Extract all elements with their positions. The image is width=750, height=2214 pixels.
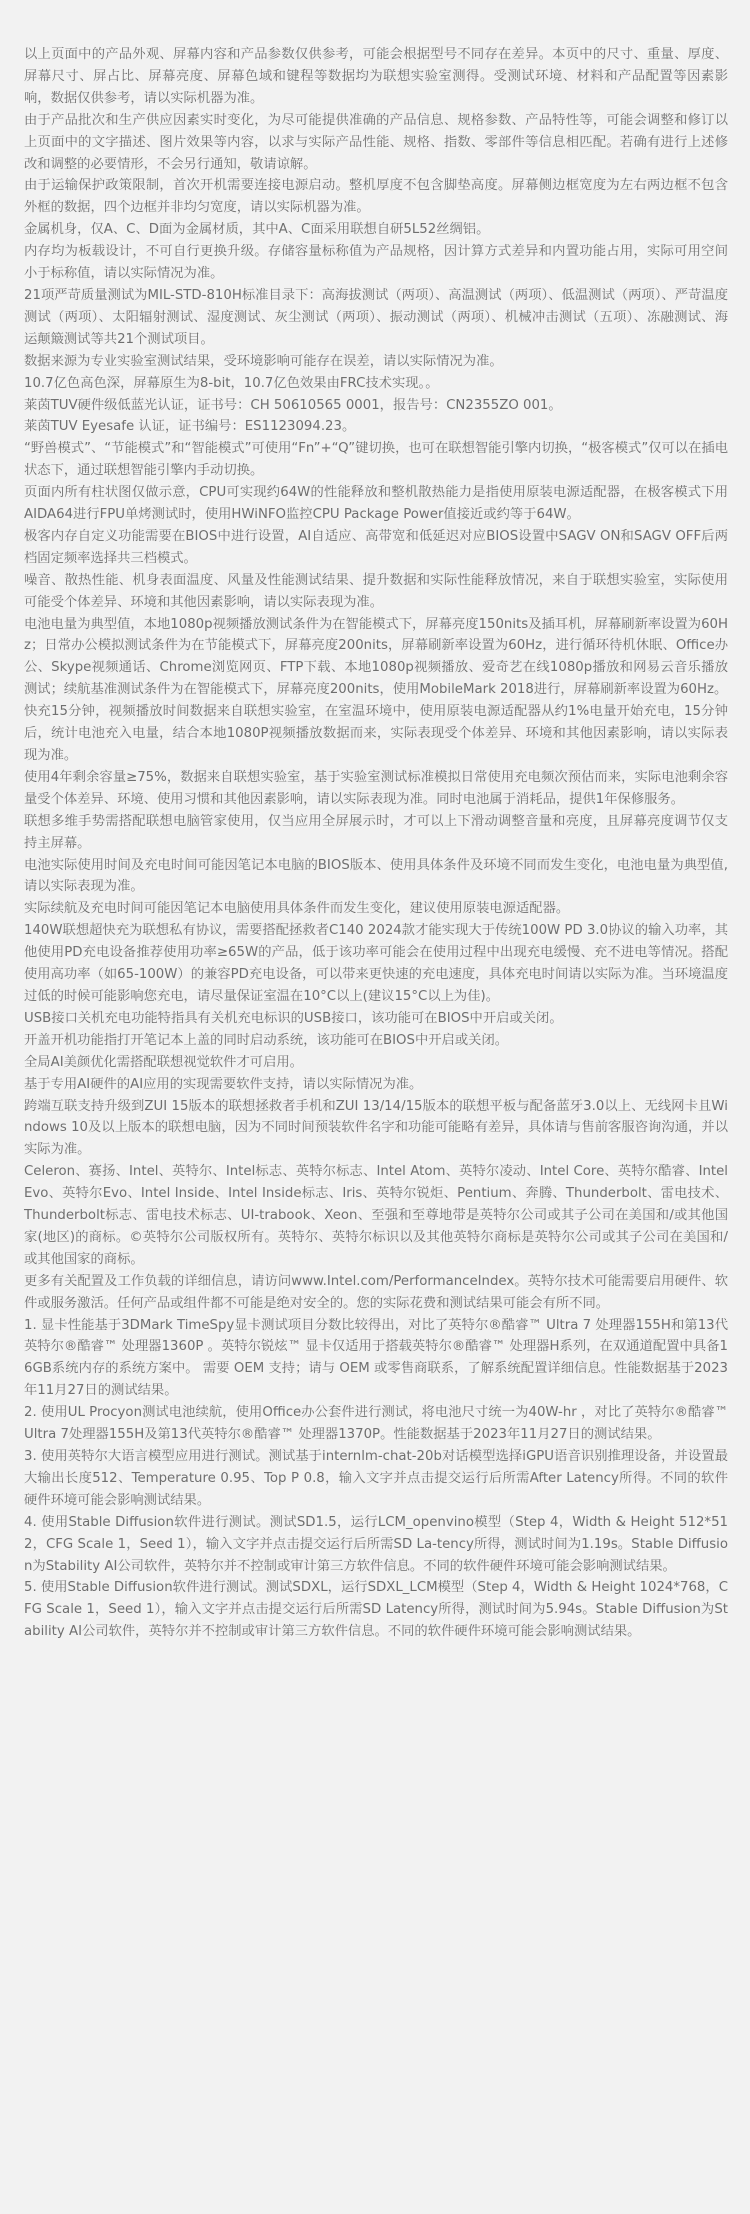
disclaimer-paragraph-gestures: 联想多维手势需搭配联想电脑管家使用，仅当应用全屏展示时，才可以上下滑动调整音量和亮度，且屏幕亮度调节仅支持主屏幕。 (24, 813, 728, 851)
disclaimer-paragraph-metal-body: 金属机身，仅A、C、D面为金属材质，其中A、C面采用联想自研5L52丝绸铝。 (24, 222, 490, 238)
disclaimer-paragraph-cross-device: 跨端互联支持升级到ZUI 15版本的联想拯救者手机和ZUI 13/14/15版本的联想平板与配备蓝牙3.0以上、无线网卡且Windows 10及以上版本的联想电脑，因为不同时间预装软件名字和功能可能略有差异，具体请与售前客服咨询沟通，并以实际为准。 (24, 1098, 728, 1158)
disclaimer-paragraph-charging-time: 实际续航及充电时间可能因笔记本电脑使用具体条件而发生变化，建议使用原装电源适配器。 (24, 901, 570, 917)
disclaimer-paragraph-fast-charge: 快充15分钟，视频播放时间数据来自联想实验室，在室温环境中，使用原装电源适配器从约1%电量开始充电，15分钟后，统计电池充入电量，结合本地1080P视频播放数据而来，实际表现受个体差异、环境和其他因素影响，请以实际表现为准。 (24, 704, 728, 763)
disclaimer-paragraph-tuv-eyesafe: 莱茵TUV Eyesafe 认证，证书编号：ES1123094.23。 (24, 419, 356, 435)
disclaimer-text-block (24, 44, 728, 1643)
disclaimer-paragraph-memory: 内存均为板载设计，不可自行更换升级。存储容量标称值为产品规格，因计算方式差异和内置功能占用，实际可用空间小于标称值，请以实际情况为准。 (24, 244, 728, 282)
disclaimer-paragraph-ai-beauty: 全局AI美颜优化需搭配联想视觉软件才可启用。 (24, 1054, 303, 1070)
disclaimer-paragraph-quality-tests: 21项严苛质量测试为MIL-STD-810H标准目录下：高海拔测试（两项）、高温测试（两项）、低温测试（两项）、严苛温度测试（两项）、太阳辐射测试、湿度测试、灰尘测试（两项）、振动测试（两项）、机械冲击测试（五项）、冻融测试、海运颠簸测试等共21个测试项目。 (24, 287, 728, 347)
disclaimer-paragraph-noise-thermal: 噪音、散热性能、机身表面温度、风量及性能测试结果、提升数据和实际性能释放情况，来自于联想实验室，实际使用可能受个体差异、环境和其他因素影响，请以实际表现为准。 (24, 572, 728, 610)
disclaimer-footnote-5: 5. 使用Stable Diffusion软件进行测试。测试SDXL，运行SDXL_LCM模型（Step 4，Width & Height 1024*768，CFG Scale 1，Seed 1），输入文字并点击提交运行后所需SD Latency所得，测试时间为5.94s。Stable Diffusion为Stability AI公司软件，英特尔并不控制或审计第三方软件信息。不同的软件硬件环境可能会影响测试结果。 (24, 1580, 728, 1640)
disclaimer-footnote-1: 1. 显卡性能基于3DMark TimeSpy显卡测试项目分数比较得出，对比了英特尔®酷睿™ Ultra 7 处理器155H和第13代英特尔®酷睿™ 处理器1360P 。英特尔锐炫™ 显卡仅适用于搭载英特尔®酷睿™ 处理器H系列，在双通道配置中具备16GB系统内存的系统方案中。 需要 OEM 支持；请与 OEM 或零售商联系，了解系统配置详细信息。性能数据基于2023年11月27日的测试结果。 (24, 1317, 728, 1399)
disclaimer-paragraph-usb-charge: USB接口关机充电功能特指具有关机充电标识的USB接口，该功能可在BIOS中开启或关闭。 (24, 1010, 563, 1026)
disclaimer-footnote-4: 4. 使用Stable Diffusion软件进行测试。测试SD1.5，运行LCM_openvino模型（Step 4，Width & Height 512*512，CFG Scale 1，Seed 1），输入文字并点击提交运行后所需SD La-tency所得，测试时间为1.19s。Stable Diffusion为Stability AI公司软件，英特尔并不控制或审计第三方软件信息。不同的软件硬件环境可能会影响测试结果。 (24, 1514, 728, 1574)
disclaimer-paragraph-content-changes: 由于产品批次和生产供应因素实时变化，为尽可能提供准确的产品信息、规格参数、产品特性等，可能会调整和修订以上页面中的文字描述、图片效果等内容，以求与实际产品性能、规格、指数、零部件等信息相匹配。若确有进行上述修改和调整的必要情形，不会另行通知，敬请谅解。 (24, 112, 728, 172)
disclaimer-paragraph-color-depth: 10.7亿色高色深，屏幕原生为8-bit，10.7亿色效果由FRC技术实现。。 (24, 375, 439, 391)
disclaimer-paragraph-ai-hardware: 基于专用AI硬件的AI应用的实现需要软件支持，请以实际情况为准。 (24, 1076, 423, 1092)
disclaimer-paragraph-tuv-lowblue: 莱茵TUV硬件级低蓝光认证，证书号：CH 50610565 0001，报告号：CN2355ZO 001。 (24, 397, 562, 413)
disclaimer-footnote-2: 2. 使用UL Procyon测试电池续航，使用Office办公套件进行测试，将电池尺寸统一为40W-hr ，对比了英特尔®酷睿™ Ultra 7处理器155H及第13代英特尔®酷睿™ 处理器1370P。性能数据基于2023年11月27日的测试结果。 (24, 1405, 728, 1443)
disclaimer-footnote-3: 3. 使用英特尔大语言模型应用进行测试。测试基于internlm-chat-20b对话模型选择iGPU语音识别推理设备，并设置最大输出长度512、Temperature 0.95、Top P 0.8，输入文字并点击提交运行后所需After Latency所得。不同的软件硬件环境可能会影响测试结果。 (24, 1449, 728, 1508)
disclaimer-paragraph-modes: “野兽模式”、“节能模式”和“智能模式”可使用“Fn”+“Q”键切换，也可在联想智能引擎内切换，“极客模式”仅可以在插电状态下，通过联想智能引擎内手动切换。 (24, 441, 728, 479)
disclaimer-paragraph-intel-trademarks: Celeron、赛扬、Intel、英特尔、Intel标志、英特尔标志、Intel Atom、英特尔凌动、Intel Core、英特尔酷睿、Intel Evo、英特尔Evo、Intel Inside、Intel Inside标志、Iris、英特尔锐炬、Pentium、奔腾、Thunderbolt、雷电技术、Thunderbolt标志、雷电技术标志、UI-trabook、Xeon、至强和至尊地带是英特尔公司或其子公司在美国和/或其他国家(地区)的商标。©英特尔公司版权所有。英特尔、英特尔标识以及其他英特尔商标是英特尔公司或其子公司在美国和/或其他国家的商标。 (24, 1164, 729, 1267)
disclaimer-paragraph-battery-capacity: 使用4年剩余容量≥75%，数据来自联想实验室，基于实验室测试标准模拟日常使用充电频次预估而来，实际电池剩余容量受个体差异、环境、使用习惯和其他因素影响，请以实际表现为准。同时电池属于消耗品，提供1年保修服务。 (24, 769, 728, 807)
disclaimer-paragraph-lid-boot: 开盖开机功能指打开笔记本上盖的同时启动系统，该功能可在BIOS中开启或关闭。 (24, 1032, 509, 1048)
disclaimer-paragraph-memory-bios: 极客内存自定义功能需要在BIOS中进行设置，AI自适应、高带宽和低延迟对应BIOS设置中SAGV ON和SAGV OFF后两档固定频率选择共三档模式。 (24, 528, 728, 566)
disclaimer-paragraph-cpu-power: 页面内所有柱状图仅做示意，CPU可实现约64W的性能释放和整机散热能力是指使用原装电源适配器，在极客模式下用AIDA64进行FPU单烤测试时，使用HWiNFO监控CPU Package Power值接近或约等于64W。 (24, 485, 728, 523)
disclaimer-paragraph-intel-performance: 更多有关配置及工作负载的详细信息，请访问www.Intel.com/PerformanceIndex。英特尔技术可能需要启用硬件、软件或服务激活。任何产品或组件都不可能是绝对安全的。您的实际花费和测试结果可能会有所不同。 (24, 1273, 728, 1311)
disclaimer-paragraph-appearance: 以上页面中的产品外观、屏幕内容和产品参数仅供参考，可能会根据型号不同存在差异。本页中的尺寸、重量、厚度、屏幕尺寸、屏占比、屏幕亮度、屏幕色域和键程等数据均为联想实验室测得。受测试环境、材料和产品配置等因素影响，数据仅供参考，请以实际机器为准。 (24, 47, 728, 106)
disclaimer-paragraph-data-source: 数据来源为专业实验室测试结果，受环境影响可能存在误差，请以实际情况为准。 (24, 353, 503, 369)
disclaimer-paragraph-battery-time: 电池实际使用时间及充电时间可能因笔记本电脑的BIOS版本、使用具体条件及环境不同而发生变化，电池电量为典型值,请以实际表现为准。 (24, 857, 728, 895)
disclaimer-paragraph-140w-charge: 140W联想超快充为联想私有协议，需要搭配拯救者C140 2024款才能实现大于传统100W PD 3.0协议的输入功率，其他使用PD充电设备推荐使用功率≥65W的产品，低于该功率可能会在使用过程中出现充电缓慢、充不进电等情况。搭配使用高功率（如65-100W）的兼容PD充电设备，可以带来更快速的充电速度，具体充电时间请以实际为准。当环境温度过低的时候可能影响您充电，请尽量保证室温在10°C以上(建议15°C以上为佳)。 (24, 923, 728, 1004)
disclaimer-paragraph-battery: 电池电量为典型值，本地1080p视频播放测试条件为在智能模式下，屏幕亮度150nits及插耳机，屏幕刷新率设置为60Hz；日常办公模拟测试条件为在节能模式下，屏幕亮度200nits，屏幕刷新率设置为60Hz，进行循环待机休眠、Office办公、Skype视频通话、Chrome浏览网页、FTP下载、本地1080p视频播放、爱奇艺在线1080p播放和网易云音乐播放测试；续航基准测试条件为在智能模式下，屏幕亮度200nits，使用MobileMark 2018进行，屏幕刷新率设置为60Hz。 (24, 616, 728, 698)
disclaimer-paragraph-shipping: 由于运输保护政策限制，首次开机需要连接电源启动。整机厚度不包含脚垫高度。屏幕侧边框宽度为左右两边框不包含外框的数据，四个边框并非均匀宽度，请以实际机器为准。 (24, 178, 728, 216)
